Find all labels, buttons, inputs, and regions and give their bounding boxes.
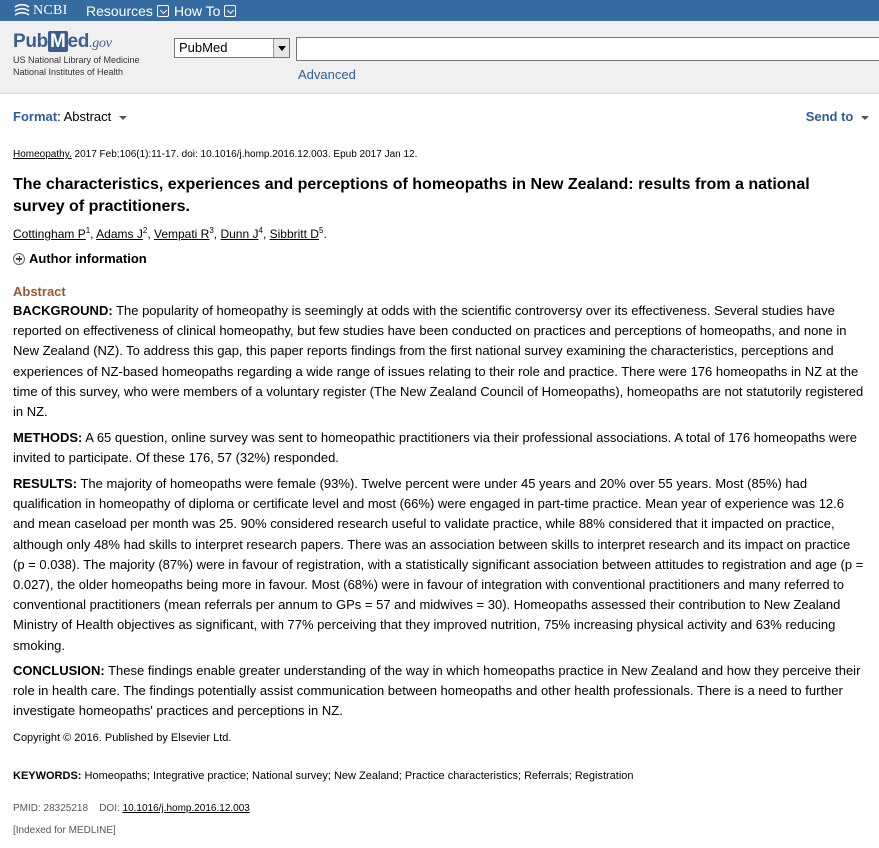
abstract-methods — [13, 428, 865, 468]
results-text: The majority of homeopaths were female (93%). Twelve percent were under 45 years and 20% over 55 years. Most (85%) had qualification in homeopathy of diploma or certificate level and most (66%) were engaged in part-time practice. Mean year of experience was 12.6 and mean caseload per month was 25. 90% considered research useful to validate practice, while 88% considered that it impacted on practice, although only 48% had skills to interpret research papers. There was an association between skills to interpret research and its impact on practice (p = 0.038). The majority (87%) were in favour of registration, with a statistically significant association between attitudes to registration and age (p = 0.027), the older homeopaths being more in favour. Most (68%) were in favour of integration with conventional practitioners and many referred to conventional practitioners (mean referrals per annum to GPs = 57 and midwives = 30). Homeopaths assessed their contribution to New Zealand Ministry of Health objectives as significant, with 77% perceiving that they improved nutrition, 75% increasing physical activity and 63% reducing smoking. — [13, 476, 864, 653]
citation-details: 2017 Feb;106(1):11-17. doi: 10.1016/j.homp.2016.12.003. Epub 2017 Jan 12. — [74, 149, 418, 160]
author-information-label: Author information — [29, 251, 147, 266]
identifiers — [13, 803, 250, 814]
chevron-down-icon — [157, 5, 169, 17]
format-label: Format — [13, 109, 58, 124]
ncbi-logo-text: NCBI — [33, 2, 68, 18]
resources-menu[interactable] — [86, 1, 169, 20]
ncbi-logo[interactable] — [13, 1, 68, 20]
author-link[interactable]: Vempati R — [153, 227, 210, 241]
format-selector[interactable]: Format: Abstract — [13, 109, 127, 124]
abstract-results — [13, 474, 865, 656]
abstract-conclusion — [13, 661, 865, 722]
methods-label: METHODS: — [13, 430, 83, 445]
article-title: The characteristics, experiences and perceptions of homeopaths in New Zealand: results from a national survey of practitioners. — [13, 176, 810, 215]
pmid: PMID: 28325218 — [13, 803, 89, 814]
search-input[interactable] — [296, 37, 879, 61]
ncbi-swirl-icon — [13, 4, 31, 18]
send-to-label: Send to — [805, 109, 854, 124]
resources-menu-label: Resources — [86, 2, 153, 19]
keywords — [13, 770, 634, 782]
pubmed-brand: Pub M ed.gov — [13, 31, 112, 52]
database-select-value: PubMed — [179, 40, 228, 55]
author-link[interactable]: Sibbritt D — [269, 227, 319, 241]
author-list: Cottingham $P^1$, Adams $J^2$, Vempati $R^3$, Dunn $J^4$, Sibbritt $D^5$. — [13, 226, 327, 241]
doi-label: DOI: — [99, 803, 120, 814]
caret-down-icon — [861, 116, 869, 120]
methods-text: A 65 question, online survey was sent to homeopathic practitioners via their professional associations. A total of 176 homeopaths were invited to participate. Of these 176, 57 (32%) responded. — [13, 430, 858, 466]
copyright-notice: Copyright © 2016. Published by Elsevier Ltd. — [13, 732, 232, 744]
conclusion-label: CONCLUSION: — [13, 663, 105, 678]
keywords-list: Homeopaths; Integrative practice; National survey; New Zealand; Practice characteristics; Referrals; Registration — [84, 770, 634, 782]
abstract-heading: Abstract — [13, 284, 66, 299]
nlm-line-1: US National Library of Medicine — [13, 55, 140, 65]
ncbi-top-bar — [0, 0, 879, 21]
background-text: The popularity of homeopathy is seemingly at odds with the scientific controversy over its effectiveness. Several studies have reported on effectiveness of clinical homeopathy, but few studies have been conducted on practices and perceptions of homeopaths, and none in New Zealand (NZ). To address this gap, this paper reports findings from the first national survey examining the characteristics, perceptions and experiences of NZ-based homeopaths regarding a wide range of issues relating to their role and practice. There were 176 homeopaths in NZ at the time of this survey, who were members of a voluntary register (The New Zealand Council of Homeopaths), homeopaths are not statutorily registered in NZ. — [13, 303, 864, 420]
journal-link[interactable]: Homeopathy. — [13, 149, 72, 160]
keywords-label: KEYWORDS: — [13, 770, 82, 782]
author-link[interactable]: Adams J — [96, 227, 143, 241]
author-information-toggle[interactable] — [13, 251, 147, 266]
dropdown-arrow-icon — [273, 39, 289, 57]
how-to-menu[interactable] — [174, 1, 236, 20]
abstract-background — [13, 301, 865, 422]
citation-line — [13, 149, 417, 160]
send-to-menu[interactable] — [806, 109, 869, 124]
indexed-note: [Indexed for MEDLINE] — [13, 825, 116, 836]
results-label: RESULTS: — [13, 476, 78, 491]
how-to-menu-label: How To — [174, 2, 221, 19]
conclusion-text: These findings enable greater understanding of the way in which homeopaths practice in New Zealand and how they perceive their role in health care. The findings potentially assist communication between homeopaths and other health professionals. There is a need to further investigate homeopaths' practices and perceptions in NZ. — [13, 663, 861, 719]
pubmed-logo[interactable] — [13, 31, 140, 77]
format-value: Abstract — [63, 109, 112, 124]
author-link[interactable]: Dunn J — [220, 227, 259, 241]
search-header — [0, 21, 879, 94]
chevron-down-icon — [224, 5, 236, 17]
caret-down-icon — [119, 116, 127, 120]
database-select[interactable] — [174, 38, 290, 58]
author-link[interactable]: Cottingham P — [13, 227, 86, 241]
doi-link[interactable]: 10.1016/j.homp.2016.12.003 — [122, 803, 250, 814]
expand-plus-icon — [13, 253, 25, 265]
nlm-line-2: National Institutes of Health — [13, 67, 124, 77]
advanced-search-link[interactable]: Advanced — [298, 67, 356, 82]
background-label: BACKGROUND: — [13, 303, 113, 318]
